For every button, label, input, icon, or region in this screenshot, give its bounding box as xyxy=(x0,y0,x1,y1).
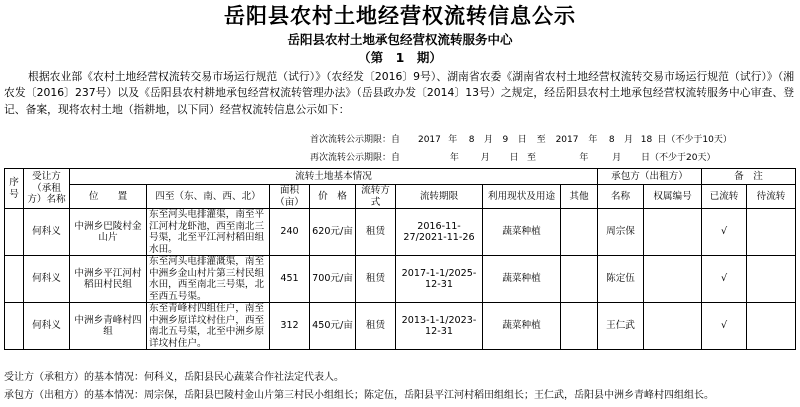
cell-done: √ xyxy=(702,256,747,303)
cell-pending xyxy=(747,303,796,350)
cell-transferor-name: 周宗保 xyxy=(598,209,644,256)
transferee-info: 受让方（承租方）的基本情况：何科义，岳阳县民心蔬菜合作社法定代表人。 xyxy=(4,372,344,383)
header-boundaries: 四至（东、南、西、北） xyxy=(147,185,270,209)
cell-boundaries: 东至河头电排灌溉渠，南至中洲乡金山村片第三村民组水田，西至南北三号渠，北至西五号渠。 xyxy=(147,256,270,303)
cell-boundaries: 东至青峰村四组住户，南至中洲乡原详坟村住户，西至南北五号渠，北至中洲乡原详坟村住户。 xyxy=(147,303,270,350)
first-period-label: 首次流转公示期限：自 xyxy=(310,135,401,145)
first-period-note: 日（不少于10天） xyxy=(657,135,732,145)
cell-transferor-name: 陈定伍 xyxy=(598,256,644,303)
cell-other xyxy=(561,303,598,350)
cell-location: 中洲乡青峰村四组 xyxy=(70,303,147,350)
cell-usage: 蔬菜种植 xyxy=(483,256,561,303)
second-period-d1: 日 xyxy=(509,153,519,163)
cell-cert xyxy=(644,209,702,256)
first-period-day2: 18 xyxy=(640,135,653,145)
cell-term: 2017-1-1/2025-12-31 xyxy=(396,256,483,303)
first-period-month2: 8 xyxy=(608,135,615,145)
cell-term: 2016-11-27/2021-11-26 xyxy=(396,209,483,256)
first-period-m2: 月 xyxy=(624,135,634,145)
cell-area: 312 xyxy=(270,303,310,350)
header-row-1 xyxy=(5,169,796,185)
issue-period: （第 1 期） xyxy=(358,50,442,65)
cell-usage: 蔬菜种植 xyxy=(483,209,561,256)
second-period-m2: 月 xyxy=(612,153,622,163)
cell-term: 2013-1-1/2023-12-31 xyxy=(396,303,483,350)
header-name: 名称 xyxy=(598,185,644,209)
header-row-2 xyxy=(5,185,796,209)
header-land-info: 流转土地基本情况 xyxy=(70,169,598,185)
transferor-info: 承包方（出租方）的基本情况：周宗保，岳阳县巴陵村金山片第三村民小组组长；陈定伍，岳阳县平江河村稻田组组长；王仁武，岳阳县中洲乡青峰村四组组长。 xyxy=(4,390,714,401)
cell-cert xyxy=(644,303,702,350)
cell-location: 中洲乡巴陵村金山片 xyxy=(70,209,147,256)
cell-other xyxy=(561,209,598,256)
cell-boundaries: 东至河头电排灌渠，南至平江河村龙虾池，西至南北三号渠，北至平江河村稻田组水田。 xyxy=(147,209,270,256)
first-period-d1: 日 xyxy=(517,135,527,145)
cell-usage: 蔬菜种植 xyxy=(483,303,561,350)
cell-area: 240 xyxy=(270,209,310,256)
second-period-y1: 年 xyxy=(449,153,459,163)
header-term: 流转期限 xyxy=(396,185,483,209)
transfer-table xyxy=(4,168,796,350)
second-period-m1: 月 xyxy=(480,153,490,163)
header-location: 位 置 xyxy=(70,185,147,209)
header-transferee: 受让方（承租方）名称 xyxy=(24,169,70,209)
first-period-day1: 9 xyxy=(502,135,509,145)
header-no: 序号 xyxy=(5,169,24,209)
header-pending: 待流转 xyxy=(747,185,796,209)
cell-mode: 租赁 xyxy=(356,303,396,350)
cell-mode: 租赁 xyxy=(356,256,396,303)
cell-other xyxy=(561,256,598,303)
cell-transferor-name: 王仁武 xyxy=(598,303,644,350)
cell-price: 620元/亩 xyxy=(310,209,356,256)
cell-area: 451 xyxy=(270,256,310,303)
second-period-to: 至 xyxy=(527,153,537,163)
header-remark: 备 注 xyxy=(702,169,796,185)
table-row xyxy=(5,256,796,303)
cell-transferee: 何科义 xyxy=(24,303,70,350)
table-row xyxy=(5,303,796,350)
cell-cert xyxy=(644,256,702,303)
table-row xyxy=(5,209,796,256)
cell-pending xyxy=(747,256,796,303)
issuer-subtitle: 岳阳县农村土地承包经营权流转服务中心 xyxy=(287,32,513,47)
first-period-y1: 年 xyxy=(448,135,458,145)
first-period-year1: 2017 xyxy=(417,135,441,145)
cell-done: √ xyxy=(702,303,747,350)
intro-paragraph: 根据农业部《农村土地经营权流转交易市场运行规范（试行）》（农经发〔2016〕9号）、湖南省农委《湖南省农村土地经营权流转交易市场运行规范（试行）》（湘农发〔2016〕237号）以及《岳阳县农村耕地承包经营权流转管理办法》（岳县政办发〔2014〕13号）之规定，经岳阳县农村土地承包经营权流转服务中心审查、登记、备案，现将农村土地（指耕地，以下同）经营权流转信息公示如下： xyxy=(4,70,794,116)
cell-price: 700元/亩 xyxy=(310,256,356,303)
cell-no xyxy=(5,303,24,350)
second-period-y2: 年 xyxy=(579,153,589,163)
cell-price: 450元/亩 xyxy=(310,303,356,350)
cell-transferee: 何科义 xyxy=(24,209,70,256)
second-period-label: 再次流转公示期限：自 xyxy=(310,153,401,163)
header-area: 面积（亩） xyxy=(270,185,310,209)
first-period-y2: 年 xyxy=(588,135,598,145)
first-period-year2: 2017 xyxy=(555,135,579,145)
first-period-line xyxy=(310,134,732,146)
first-period-m1: 月 xyxy=(484,135,494,145)
header-mode: 流转方式 xyxy=(356,185,396,209)
cell-location: 中洲乡平江河村稻田村民组 xyxy=(70,256,147,303)
header-cert: 权属编号 xyxy=(644,185,702,209)
second-period-line xyxy=(310,152,715,164)
cell-pending xyxy=(747,209,796,256)
second-period-note: 日（不少于20天） xyxy=(641,153,716,163)
first-period-to: 至 xyxy=(536,135,546,145)
cell-done: √ xyxy=(702,209,747,256)
header-other: 其他 xyxy=(561,185,598,209)
cell-mode: 租赁 xyxy=(356,209,396,256)
cell-transferee: 何科义 xyxy=(24,256,70,303)
header-done: 已流转 xyxy=(702,185,747,209)
cell-no xyxy=(5,256,24,303)
cell-no xyxy=(5,209,24,256)
page-title: 岳阳县农村土地经营权流转信息公示 xyxy=(224,4,576,28)
header-usage: 利用现状及用途 xyxy=(483,185,561,209)
header-transferor: 承包方（出租方） xyxy=(598,169,702,185)
first-period-month1: 8 xyxy=(468,135,475,145)
header-price: 价 格 xyxy=(310,185,356,209)
